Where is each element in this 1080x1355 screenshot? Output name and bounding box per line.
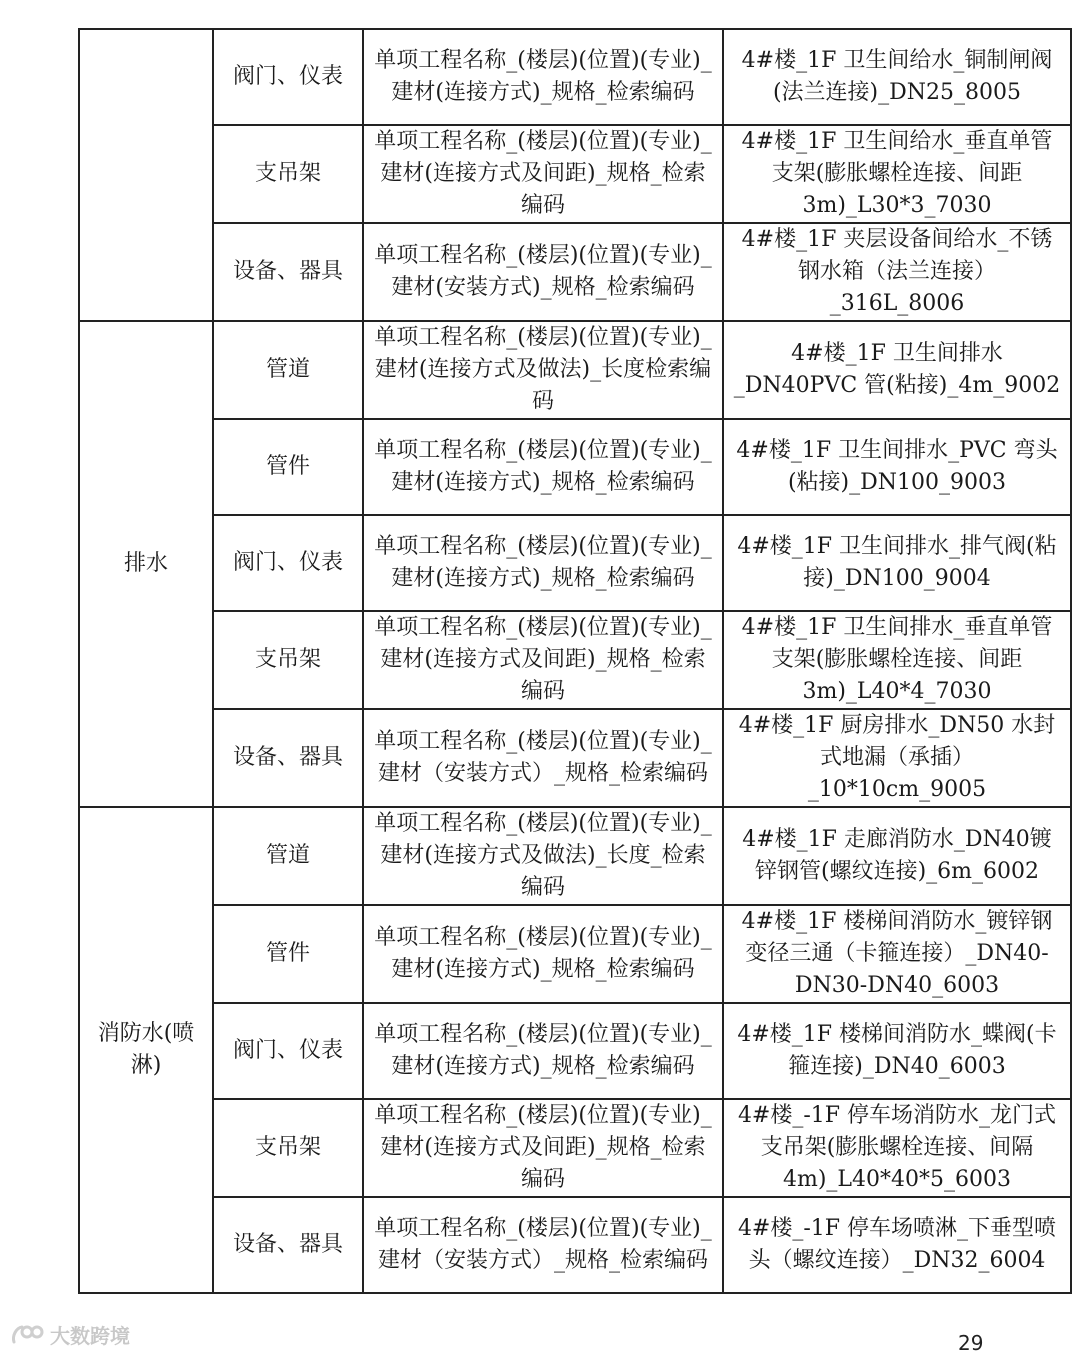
item-cell: 支吊架 — [213, 611, 363, 709]
item-cell: 支吊架 — [213, 125, 363, 223]
table-row — [79, 515, 1071, 611]
naming-rules-table — [78, 28, 1072, 1294]
rule-cell: 单项工程名称_(楼层)(位置)(专业)_建材(连接方式及做法)_长度_检索编码 — [363, 807, 723, 905]
rule-cell: 单项工程名称_(楼层)(位置)(专业)_建材（安装方式）_规格_检索编码 — [363, 709, 723, 807]
rule-cell: 单项工程名称_(楼层)(位置)(专业)_建材（安装方式）_规格_检索编码 — [363, 1197, 723, 1293]
example-cell: 4#楼_1F 卫生间排水_DN40PVC 管(粘接)_4m_9002 — [723, 321, 1071, 419]
rule-cell: 单项工程名称_(楼层)(位置)(专业)_建材(连接方式)_规格_检索编码 — [363, 905, 723, 1003]
rule-cell: 单项工程名称_(楼层)(位置)(专业)_建材(连接方式)_规格_检索编码 — [363, 419, 723, 515]
rule-cell: 单项工程名称_(楼层)(位置)(专业)_建材(连接方式及间距)_规格_检索编码 — [363, 611, 723, 709]
category-cell: 消防水(喷淋) — [79, 807, 213, 1293]
item-cell: 设备、器具 — [213, 709, 363, 807]
table-row — [79, 1099, 1071, 1197]
rule-cell: 单项工程名称_(楼层)(位置)(专业)_建材(连接方式及做法)_长度检索编码 — [363, 321, 723, 419]
table-body — [79, 29, 1071, 1293]
rule-cell: 单项工程名称_(楼层)(位置)(专业)_建材(连接方式)_规格_检索编码 — [363, 1003, 723, 1099]
table-row — [79, 905, 1071, 1003]
item-cell: 阀门、仪表 — [213, 1003, 363, 1099]
example-cell: 4#楼_-1F 停车场消防水_龙门式支吊架(膨胀螺栓连接、间隔 4m)_L40*40*5_6003 — [723, 1099, 1071, 1197]
example-cell: 4#楼_1F 卫生间给水_铜制闸阀(法兰连接)_DN25_8005 — [723, 29, 1071, 125]
example-cell: 4#楼_1F 楼梯间消防水_蝶阀(卡箍连接)_DN40_6003 — [723, 1003, 1071, 1099]
watermark-logo-icon — [10, 1322, 44, 1346]
table-row — [79, 1003, 1071, 1099]
example-cell: 4#楼_1F 夹层设备间给水_不锈钢水箱（法兰连接）_316L_8006 — [723, 223, 1071, 321]
rule-cell: 单项工程名称_(楼层)(位置)(专业)_建材(连接方式)_规格_检索编码 — [363, 515, 723, 611]
item-cell: 管件 — [213, 905, 363, 1003]
item-cell: 支吊架 — [213, 1099, 363, 1197]
item-cell: 阀门、仪表 — [213, 515, 363, 611]
item-cell: 设备、器具 — [213, 223, 363, 321]
rule-cell: 单项工程名称_(楼层)(位置)(专业)_建材(连接方式)_规格_检索编码 — [363, 29, 723, 125]
table-row — [79, 709, 1071, 807]
rule-cell: 单项工程名称_(楼层)(位置)(专业)_建材(连接方式及间距)_规格_检索编码 — [363, 125, 723, 223]
table-row — [79, 125, 1071, 223]
table-row — [79, 321, 1071, 419]
table-row — [79, 807, 1071, 905]
category-cell — [79, 29, 213, 321]
example-cell: 4#楼_1F 卫生间排水_垂直单管支架(膨胀螺栓连接、间距3m)_L40*4_7030 — [723, 611, 1071, 709]
watermark — [10, 1320, 130, 1348]
example-cell: 4#楼_1F 楼梯间消防水_镀锌钢变径三通（卡箍连接）_DN40-DN30-DN40_6003 — [723, 905, 1071, 1003]
example-cell: 4#楼_1F 卫生间给水_垂直单管支架(膨胀螺栓连接、间距3m)_L30*3_7030 — [723, 125, 1071, 223]
item-cell: 设备、器具 — [213, 1197, 363, 1293]
table-row — [79, 223, 1071, 321]
table-row — [79, 419, 1071, 515]
example-cell: 4#楼_1F 卫生间排水_排气阀(粘接)_DN100_9004 — [723, 515, 1071, 611]
watermark-text: 大数跨境 — [50, 1323, 130, 1348]
item-cell: 管件 — [213, 419, 363, 515]
example-cell: 4#楼_1F 走廊消防水_DN40镀锌钢管(螺纹连接)_6m_6002 — [723, 807, 1071, 905]
example-cell: 4#楼_1F 卫生间排水_PVC 弯头(粘接)_DN100_9003 — [723, 419, 1071, 515]
rule-cell: 单项工程名称_(楼层)(位置)(专业)_建材(连接方式及间距)_规格_检索编码 — [363, 1099, 723, 1197]
page-number: 29 — [958, 1331, 984, 1355]
table-row — [79, 29, 1071, 125]
category-cell: 排水 — [79, 321, 213, 807]
item-cell: 阀门、仪表 — [213, 29, 363, 125]
example-cell: 4#楼_1F 厨房排水_DN50 水封式地漏（承插）_10*10cm_9005 — [723, 709, 1071, 807]
table-row — [79, 1197, 1071, 1293]
table-row — [79, 611, 1071, 709]
rule-cell: 单项工程名称_(楼层)(位置)(专业)_建材(安装方式)_规格_检索编码 — [363, 223, 723, 321]
example-cell: 4#楼_-1F 停车场喷淋_下垂型喷头（螺纹连接）_DN32_6004 — [723, 1197, 1071, 1293]
item-cell: 管道 — [213, 807, 363, 905]
item-cell: 管道 — [213, 321, 363, 419]
